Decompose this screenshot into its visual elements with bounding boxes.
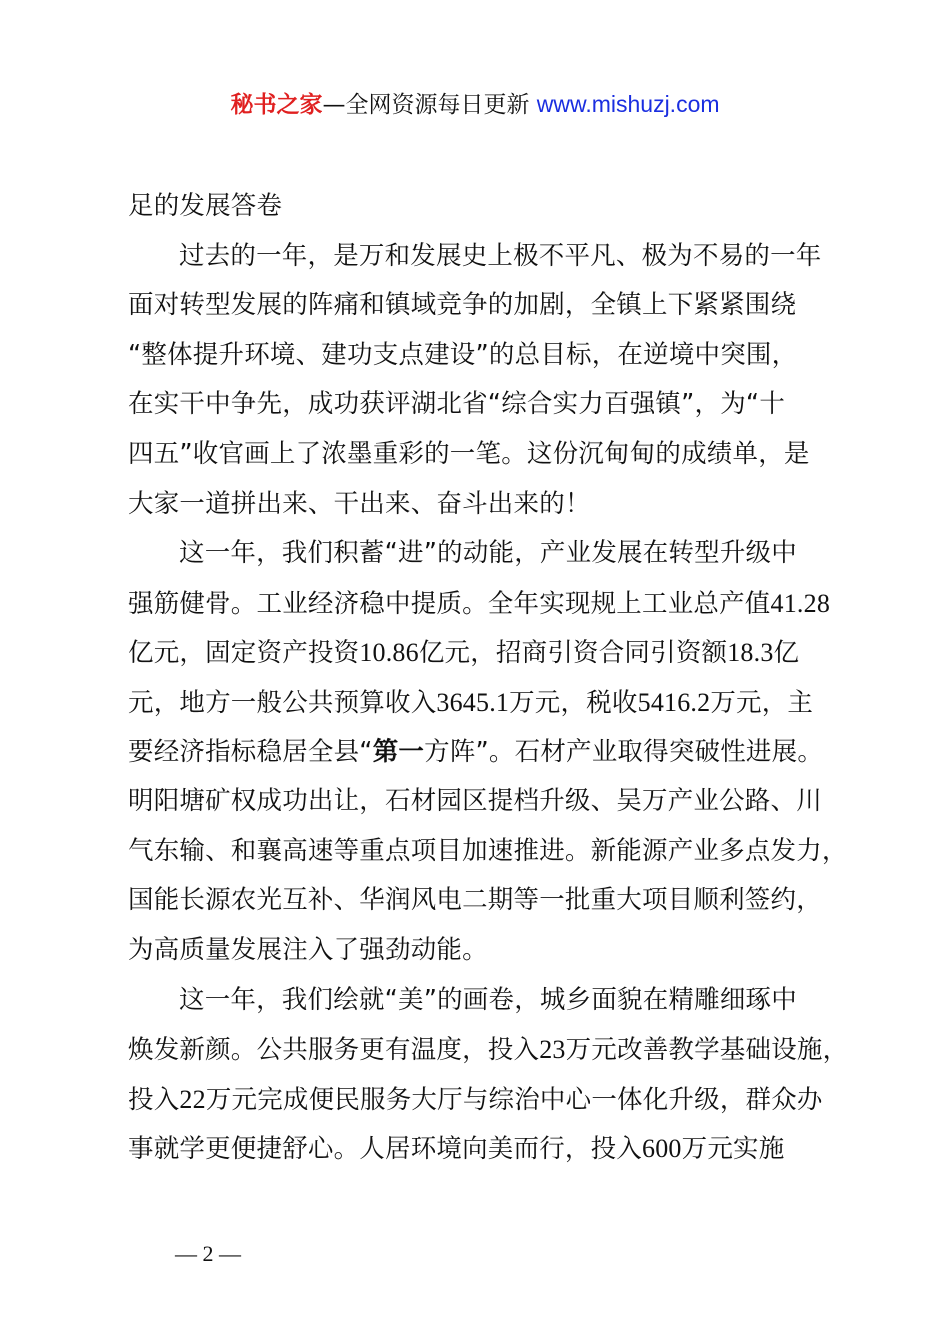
site-tagline: —全网资源每日更新	[322, 92, 537, 118]
text-segment: 万元，主	[710, 687, 814, 718]
text-line: 国能长源农光互补、华润风电二期等一批重大项目顺利签约，	[128, 885, 822, 916]
number-value: 41.28	[770, 588, 831, 618]
text-segment: 事就学更便捷舒心。人居环境向美而行，投入	[128, 1134, 643, 1165]
number-value: 5416.2	[637, 687, 711, 717]
text-segment: 亿元，招商引资合同引资额	[418, 638, 728, 669]
text-segment: 万元实施	[681, 1134, 785, 1165]
text-line: 在实干中争先，成功获评湖北省“综合实力百强镇”，为“十	[128, 389, 786, 420]
text-line: 面对转型发展的阵痛和镇域竞争的加剧，全镇上下紧紧围绕	[128, 290, 797, 321]
text-segment: 万元完成便民服务大厅与综治中心一体化升级，群众办	[205, 1084, 823, 1115]
paragraph-start-line: 这一年，我们积蓄“进”的动能，产业发展在转型升级中	[179, 538, 797, 569]
text-segment: 亿	[773, 638, 800, 669]
bold-text: 第一	[372, 736, 425, 767]
number-value: 3645.1	[436, 687, 510, 717]
text-segment: 要经济指标稳居全县“	[128, 736, 373, 767]
number-value: 10.86	[359, 638, 419, 668]
site-brand: 秘书之家	[230, 92, 323, 118]
text-segment: 元，地方一般公共预算收入	[128, 687, 437, 718]
text-segment: 投入	[128, 1084, 180, 1115]
paragraph-start-line: 这一年，我们绘就“美”的画卷，城乡面貌在精雕细琢中	[179, 984, 797, 1015]
text-segment: 焕发新颜。公共服务更有温度，投入	[128, 1035, 540, 1066]
paragraph-start-line: 过去的一年，是万和发展史上极不平凡、极为不易的一年	[179, 240, 822, 271]
number-value: 23	[539, 1035, 566, 1065]
text-line: “整体提升环境、建功支点建设”的总目标，在逆境中突围，	[128, 339, 798, 370]
text-line	[128, 728, 833, 778]
text-line: 气东输、和襄高速等重点项目加速推进。新能源产业多点发力，	[128, 835, 848, 866]
text-line: 为高质量发展注入了强劲动能。	[128, 934, 488, 965]
text-line: 大家一道拼出来、干出来、奋斗出来的！	[128, 488, 591, 519]
text-line: 足的发展答卷	[128, 191, 283, 221]
text-segment: 万元，税收	[509, 687, 638, 718]
text-line	[128, 1025, 849, 1075]
text-segment: 强筋健骨。工业经济稳中提质。全年实现规上工业总产值	[128, 588, 771, 619]
number-value: 22	[179, 1084, 206, 1114]
text-segment: 亿元，固定资产投资	[128, 638, 360, 669]
site-header	[0, 88, 950, 121]
document-body	[128, 182, 849, 1174]
text-line	[128, 579, 833, 629]
text-line	[128, 628, 833, 678]
number-value: 18.3	[727, 638, 774, 668]
text-line	[128, 1124, 833, 1174]
text-line	[128, 678, 833, 728]
text-line	[128, 1075, 833, 1125]
text-segment: 方阵”。石材产业取得突破性进展。	[424, 736, 824, 767]
number-value: 600	[642, 1134, 682, 1164]
page-number: — 2 —	[175, 1241, 241, 1266]
site-url-link[interactable]: www.mishuzj.com	[536, 91, 720, 117]
text-segment: 万元改善教学基础设施，	[565, 1035, 849, 1066]
text-line: 明阳塘矿权成功出让，石材园区提档升级、吴万产业公路、川	[128, 786, 822, 817]
text-line: 四五”收官画上了浓墨重彩的一笔。这份沉甸甸的成绩单，是	[128, 438, 810, 469]
